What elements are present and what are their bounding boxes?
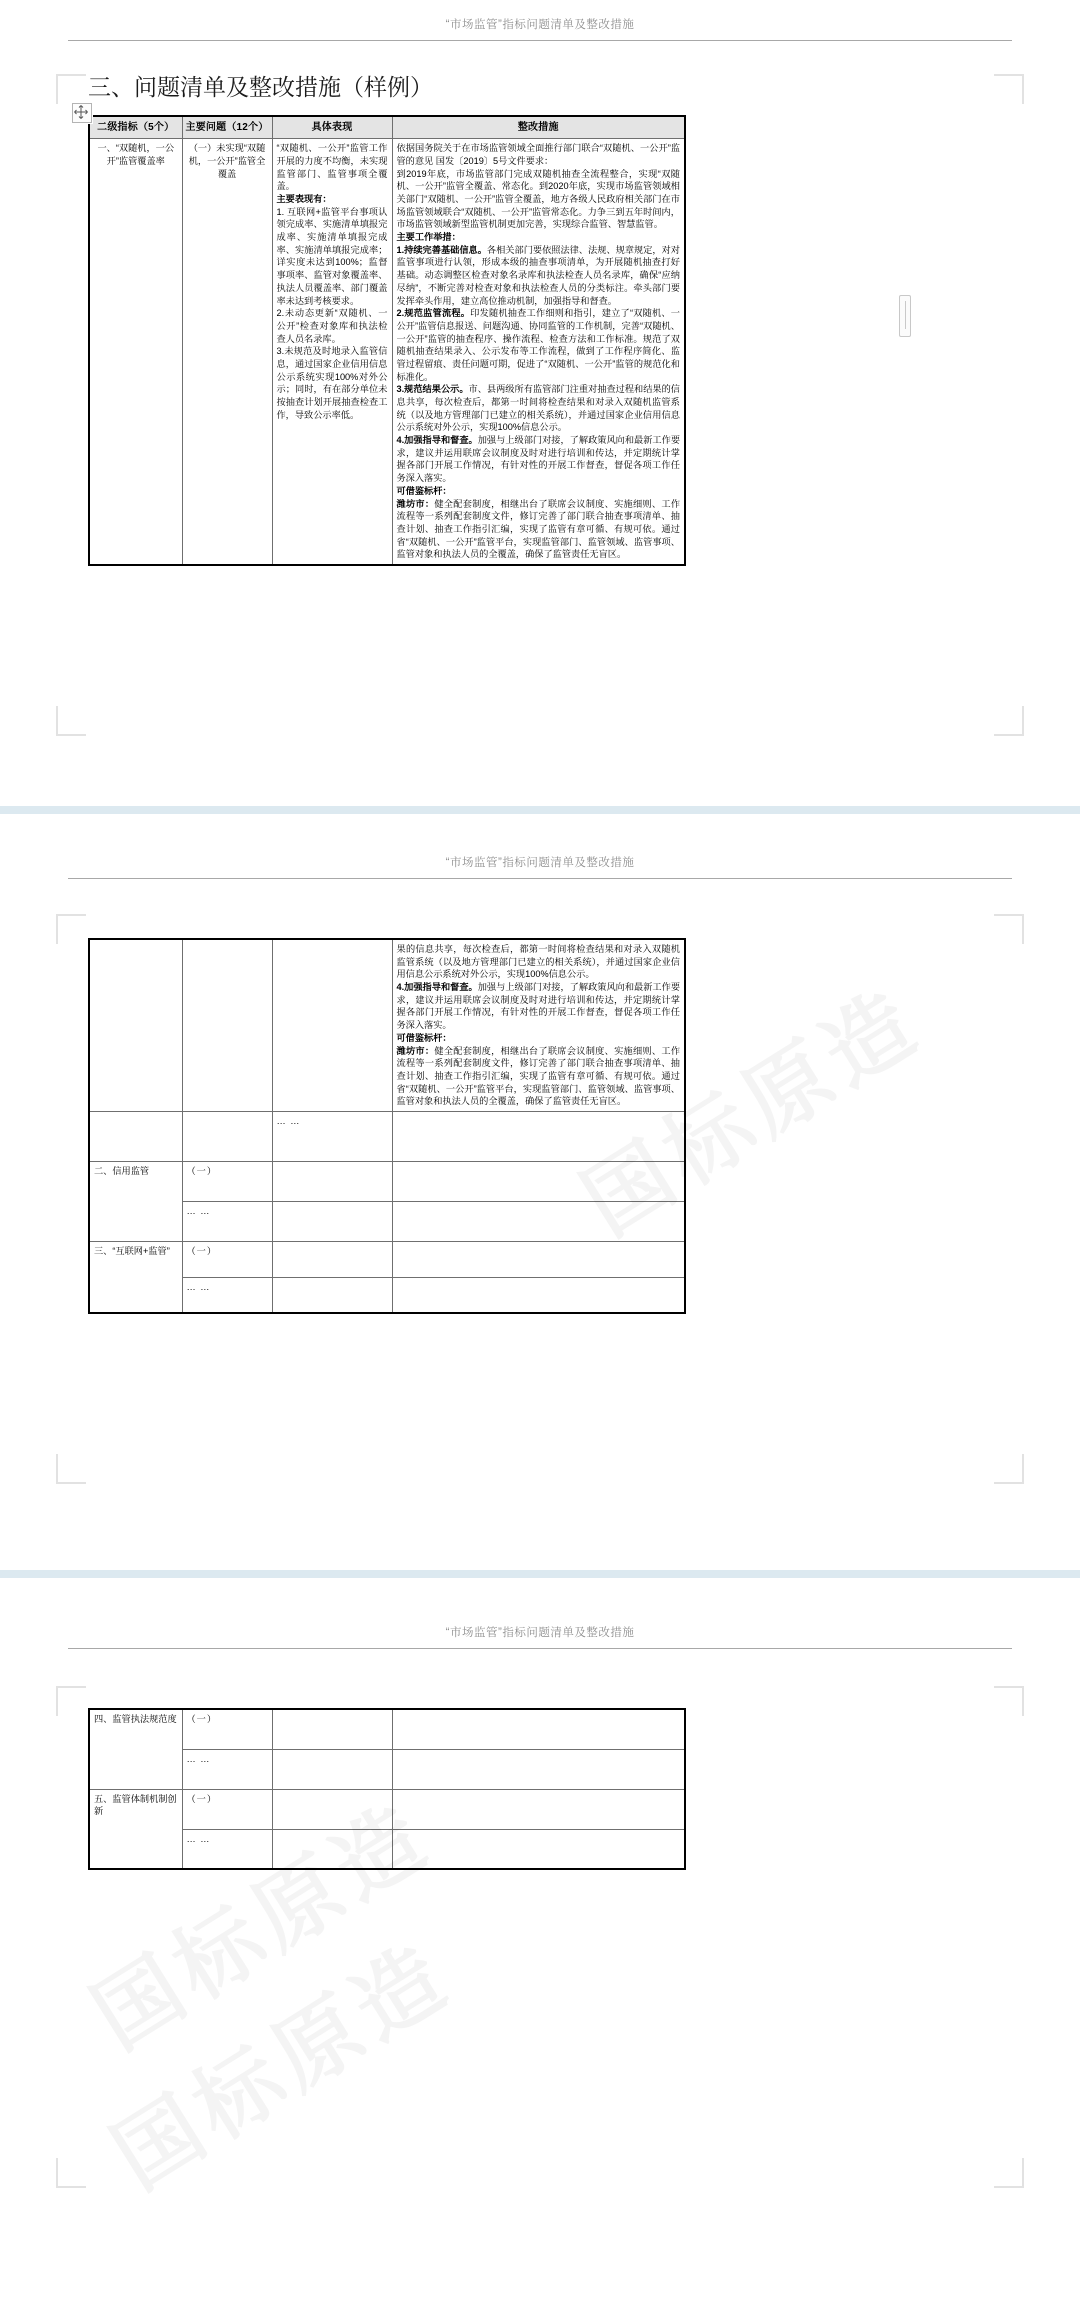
crop-mark-top-left (56, 74, 86, 104)
crop-mark-bottom-right (994, 2158, 1024, 2188)
page-gap-2 (0, 1514, 1080, 1570)
table-container-2 (0, 938, 1080, 1314)
cell-indicator: 一、“双随机，一公开”监管覆盖率 (89, 139, 182, 565)
table-row (89, 1161, 685, 1201)
cell-manifestation (272, 139, 392, 565)
cell-problem: … … (182, 1201, 272, 1241)
paragraph: 到2019年底，市场监管部门完成双随机抽查全流程整合，实现“双随机、一公开”监管全覆盖、常态化。到2020年底，实现市场监管领域相关部门“双随机、一公开”监管全覆盖，地方各级人民政府相关部门在市场监管领域联合“双随机、一公开”监管常态化。力争三到五年时间内，市场监管领域新型监管机制更加完善，实现综合监管、智慧监管。 (396, 168, 680, 230)
cell-manifestation (272, 1277, 392, 1313)
document-page-2 (0, 814, 1080, 1514)
cell-indicator (89, 939, 182, 1111)
document-page-1 (0, 0, 1080, 760)
running-header-rule (68, 1648, 1012, 1649)
cell-indicator: 三、“互联网+监管” (89, 1241, 182, 1313)
cell-manifestation (272, 939, 392, 1111)
cell-indicator: 五、监管体制机制创新 (89, 1789, 182, 1869)
crop-mark-top-right (994, 74, 1024, 104)
paragraph: 3.规范结果公示。市、县两级所有监管部门注重对抽查过程和结果的信息共享，每次检查后，都第一时间将检查结果和对录入双随机监管系统（以及地方管理部门已建立的相关系统），并通过国家企业信用信息公示系统对外公示，实现100%信息公示。 (396, 384, 680, 433)
cell-problem: （一）未实现“双随机，一公开”监管全覆盖 (182, 139, 272, 565)
table-row (89, 1111, 685, 1161)
crop-mark-bottom-left (56, 2158, 86, 2188)
cell-indicator: 二、信用监管 (89, 1161, 182, 1241)
cell-problem (182, 939, 272, 1111)
cell-manifestation (272, 1201, 392, 1241)
table-row (89, 1789, 685, 1829)
paragraph: 4.加强指导和督查。加强与上级部门对接，了解政策风向和最新工作要求，建议并运用联席会议制度及时对进行培训和传达，并定期统计掌握各部门开展工作情况，有针对性的开展工作督查，督促各项工作任务深入落实。 (396, 982, 681, 1031)
paragraph: 4.加强指导和督查。加强与上级部门对接，了解政策风向和最新工作要求，建议并运用联席会议制度及时对进行培训和传达，并定期统计掌握各部门开展工作情况，有针对性的开展工作督查，督促各项工作任务深入落实。 (396, 435, 681, 484)
page-edge-grip-icon[interactable] (899, 295, 911, 337)
crop-mark-bottom-left (56, 706, 86, 736)
cell-measures (392, 1749, 685, 1789)
paragraph: 可借鉴标杆： (396, 485, 452, 496)
cell-measures (392, 1111, 685, 1161)
running-header-2 (0, 814, 1080, 882)
problem-list-table-page1 (88, 115, 686, 566)
header-manifestation: 具体表现 (272, 116, 392, 139)
page-separator-1 (0, 806, 1080, 814)
paragraph: 潍坊市：健全配套制度，相继出台了联席会议制度、实施细则、工作流程等一系列配套制度文件，修订完善了部门联合抽查事项清单、抽查计划、抽查工作指引汇编，实现了监管有章可循、有规可依。通过省“双随机、一公开”监管平台，实现监管部门、监管领域、监管事项、监管对象和执法人员的全覆盖，确保了监管责任无盲区。 (396, 498, 681, 560)
table-row (89, 1709, 685, 1749)
cell-measures (392, 1241, 685, 1277)
cell-problem: （一） (182, 1709, 272, 1749)
cell-manifestation (272, 1161, 392, 1201)
table-header-row (89, 116, 685, 139)
cell-measures (392, 1789, 685, 1829)
table-row (89, 1241, 685, 1277)
paragraph: 2.未动态更新“双随机、一公开”检查对象库和执法检查人员名录库。 (276, 308, 388, 344)
cell-measures (392, 1277, 685, 1313)
paragraph: 主要工作举措： (396, 232, 461, 243)
cell-manifestation (272, 1709, 392, 1749)
crop-mark-bottom-right (994, 706, 1024, 736)
document-page-3 (0, 1578, 1080, 2218)
cell-manifestation (272, 1749, 392, 1789)
paragraph: 1. 互联网+监管平台事项认领完成率、实施清单填报完成率、实施清单填报完成率、实施清单填报完成率；详实度未达到100%；监督事项率、监管对象覆盖率、执法人员覆盖率、部门覆盖率未达到考核要求。 (276, 206, 388, 306)
header-main-problem: 主要问题（12个） (182, 116, 272, 139)
cell-problem: （一） (182, 1241, 272, 1277)
header-measures: 整改措施 (392, 116, 685, 139)
crop-mark-bottom-left (56, 1454, 86, 1484)
cell-problem: … … (182, 1277, 272, 1313)
cell-measures (392, 1829, 685, 1869)
running-header-text: “市场监管”指标问题清单及整改措施 (445, 1627, 635, 1639)
page-separator-2 (0, 1570, 1080, 1578)
cell-manifestation (272, 1789, 392, 1829)
paragraph: 潍坊市：健全配套制度，相继出台了联席会议制度、实施细则、工作流程等一系列配套制度文件，修订完善了部门联合抽查事项清单、抽查计划、抽查工作指引汇编，实现了监管有章可循、有规可依。通过省“双随机、一公开”监管平台，实现监管部门、监管领域、监管事项、监管对象和执法人员的全覆盖，确保了监管责任无盲区。 (396, 1045, 681, 1107)
running-header-rule (68, 40, 1012, 41)
table-row (89, 939, 685, 1111)
cell-indicator (89, 1111, 182, 1161)
cell-problem: … … (182, 1829, 272, 1869)
cell-measures (392, 1201, 685, 1241)
cell-problem: （一） (182, 1161, 272, 1201)
running-header-3 (0, 1578, 1080, 1652)
cell-indicator: 四、监管执法规范度 (89, 1709, 182, 1789)
running-header-text: “市场监管”指标问题清单及整改措施 (445, 857, 635, 869)
paragraph: 1.持续完善基础信息。各相关部门要依照法律、法规、规章规定，对对监管事项进行认领，形成本级的抽查事项清单，为开展随机抽查打好基础。动态调整区检查对象名录库和执法检查人员名录库，确保“应纳尽纳”，不断完善对检查对象和执法检查人员的分类标注。牵头部门要发挥牵头作用，建立高位推动机制，加强指导和督查。 (396, 244, 680, 306)
cell-problem (182, 1111, 272, 1161)
running-header-text: “市场监管”指标问题清单及整改措施 (445, 19, 635, 31)
cell-manifestation (272, 1241, 392, 1277)
problem-list-table-page2 (88, 938, 686, 1314)
header-secondary-indicator: 二级指标（5个） (89, 116, 182, 139)
cell-measures-continued (392, 939, 685, 1111)
watermark (86, 1908, 471, 2212)
crop-mark-bottom-right (994, 1454, 1024, 1484)
running-header-rule (68, 878, 1012, 879)
table-move-handle-icon[interactable] (72, 103, 92, 123)
cell-problem: （一） (182, 1789, 272, 1829)
cell-measures (392, 1161, 685, 1201)
paragraph: 2.规范监管流程。印发随机抽查工作细则和指引，建立了“双随机、一公开”监管信息报送、问题沟通、协同监管的工作机制，完善“双随机、一公开”监管的抽查程序、操作流程、检查方法和工作标准。规范了双随机抽查结果录入、公示发布等工作流程，做到了工作程序简化、监管过程留痕、责任问题可期，促进了“双随机、一公开”监管的规范化和标准化。 (396, 308, 680, 382)
paragraph: 依据国务院关于在市场监管领域全面推行部门联合“双随机、一公开”监管的意见 国发〔2019〕5号文件要求： (396, 143, 680, 166)
table-container-1 (0, 115, 1080, 566)
cell-manifestation (272, 1829, 392, 1869)
cell-manifestation: … … (272, 1111, 392, 1161)
paragraph: 果的信息共享，每次检查后，都第一时间将检查结果和对录入双随机监管系统（以及地方管理部门已建立的相关系统），并通过国家企业信用信息公示系统对外公示，实现100%信息公示。 (396, 944, 680, 980)
cell-measures (392, 139, 685, 565)
paragraph: “双随机、一公开”监管工作开展的力度不均衡，未实现监管部门、监管事项全覆盖。 (276, 143, 388, 192)
page-gap-1 (0, 760, 1080, 806)
page-title: 三、问题清单及整改措施（样例） (88, 74, 433, 100)
running-header-1 (0, 0, 1080, 44)
cell-measures (392, 1709, 685, 1749)
paragraph: 主要表现有： (276, 194, 332, 205)
table-container-3 (0, 1708, 1080, 1870)
paragraph: 3.未规范及时地录入监管信息，通过国家企业信用信息公示系统实现100%对外公示；同时，有在部分单位未按抽查计划开展抽查检查工作，导致公示率低。 (276, 346, 388, 420)
problem-list-table-page3 (88, 1708, 686, 1870)
cell-problem: … … (182, 1749, 272, 1789)
table-row (89, 139, 685, 565)
paragraph: 可借鉴标杆： (396, 1032, 452, 1043)
